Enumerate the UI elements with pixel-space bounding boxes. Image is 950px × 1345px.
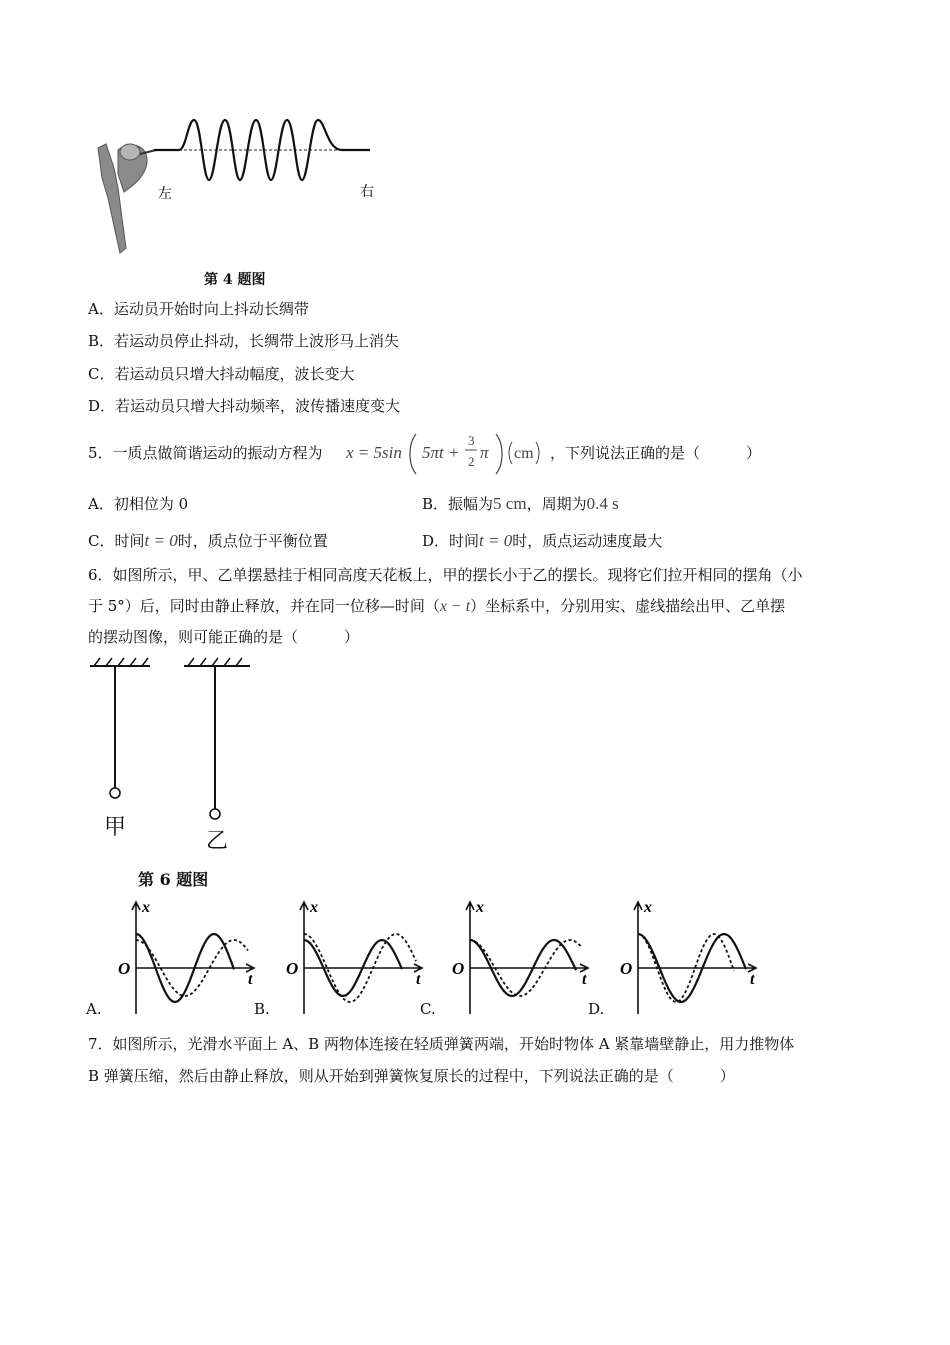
- xt-graph-d: [614, 896, 764, 1021]
- q5-stem-suffix: ，下列说法正确的是（ ）: [550, 444, 762, 462]
- axis-label-t: t: [416, 971, 421, 988]
- q5-stem: 5．一质点做简谐运动的振动方程为: [88, 444, 323, 462]
- axis-label-x: x: [476, 899, 484, 916]
- q6-stem-line2: 于 5°）后，同时由静止释放，并在同一位移—时间（x − t）坐标系中，分别用实、虚线描绘出甲、乙单摆: [88, 597, 786, 615]
- axis-label-t: t: [750, 971, 755, 988]
- right-label: 右: [360, 185, 374, 200]
- axis-label-x: x: [310, 899, 318, 916]
- origin-label: O: [452, 959, 465, 978]
- figure-6-pendulums: [84, 656, 264, 856]
- graph-axes: [634, 902, 756, 1014]
- origin-label: O: [118, 959, 131, 978]
- svg-text:cm: cm: [514, 445, 534, 462]
- pendulum-bob-jia: [110, 788, 120, 798]
- q6-option-label-b: B.: [254, 1000, 270, 1018]
- q4-option-b: B．若运动员停止抖动，长绸带上波形马上消失: [88, 332, 400, 350]
- xt-graph-a: [112, 896, 262, 1021]
- svg-text:2: 2: [468, 454, 475, 469]
- axis-label-t: t: [248, 971, 253, 988]
- athlete-figure: [98, 144, 156, 253]
- left-label: 左: [158, 187, 172, 202]
- axis-label-x: x: [142, 899, 150, 916]
- svg-text:3: 3: [468, 433, 475, 448]
- pendulum-label-yi: 乙: [206, 829, 229, 854]
- axis-label-x: x: [644, 899, 652, 916]
- q6-option-label-a: A.: [86, 1000, 102, 1018]
- pendulum-label-jia: 甲: [104, 815, 127, 840]
- q6-stem-line3: 的摆动图像，则可能正确的是（ ）: [88, 628, 360, 646]
- graph-axes: [132, 902, 254, 1014]
- q6-option-label-d: D.: [588, 1000, 605, 1018]
- figure-4: [84, 108, 394, 268]
- q4-option-a: A．运动员开始时向上抖动长绸带: [88, 300, 309, 318]
- q5-option-d: D．时间t = 0时，质点运动速度最大: [422, 531, 663, 550]
- q5-option-a: A．初相位为 0: [88, 495, 189, 513]
- q6-option-label-c: C.: [420, 1000, 436, 1018]
- figure-6-caption: 第 6 题图: [138, 870, 209, 889]
- figure-4-drawing: [84, 108, 394, 268]
- pendulum-bob-yi: [210, 809, 220, 819]
- origin-label: O: [286, 959, 299, 978]
- q6-stem-line1: 6．如图所示，甲、乙单摆悬挂于相同高度天花板上，甲的摆长小于乙的摆长。现将它们拉开相同的摆角（小: [88, 566, 803, 584]
- q6-option-graphs: [84, 896, 784, 1026]
- q5-option-c: C．时间t = 0时，质点位于平衡位置: [88, 531, 328, 550]
- svg-text:π: π: [480, 443, 489, 462]
- figure-4-caption: 第 4 题图: [204, 272, 266, 288]
- svg-text:5πt +: 5πt +: [422, 443, 460, 462]
- xt-graph-c: [446, 896, 596, 1021]
- origin-label: O: [620, 959, 633, 978]
- q7-stem-line2: B 弹簧压缩，然后由静止释放，则从开始到弹簧恢复原长的过程中，下列说法正确的是（ ）: [88, 1067, 735, 1085]
- svg-text:x = 5sin: x = 5sin: [346, 443, 402, 462]
- q7-stem-line1: 7．如图所示，光滑水平面上 A、B 两物体连接在轻质弹簧两端，开始时物体 A 紧靠墙壁静止，用力推物体: [88, 1035, 795, 1053]
- q5-equation: [346, 428, 546, 476]
- axis-label-t: t: [582, 971, 587, 988]
- q4-option-d: D．若运动员只增大抖动频率，波传播速度变大: [88, 397, 401, 415]
- q4-option-c: C．若运动员只增大抖动幅度，波长变大: [88, 365, 355, 383]
- q5-option-b: B．振幅为5 cm，周期为0.4 s: [422, 494, 619, 513]
- xt-graph-b: [280, 896, 430, 1021]
